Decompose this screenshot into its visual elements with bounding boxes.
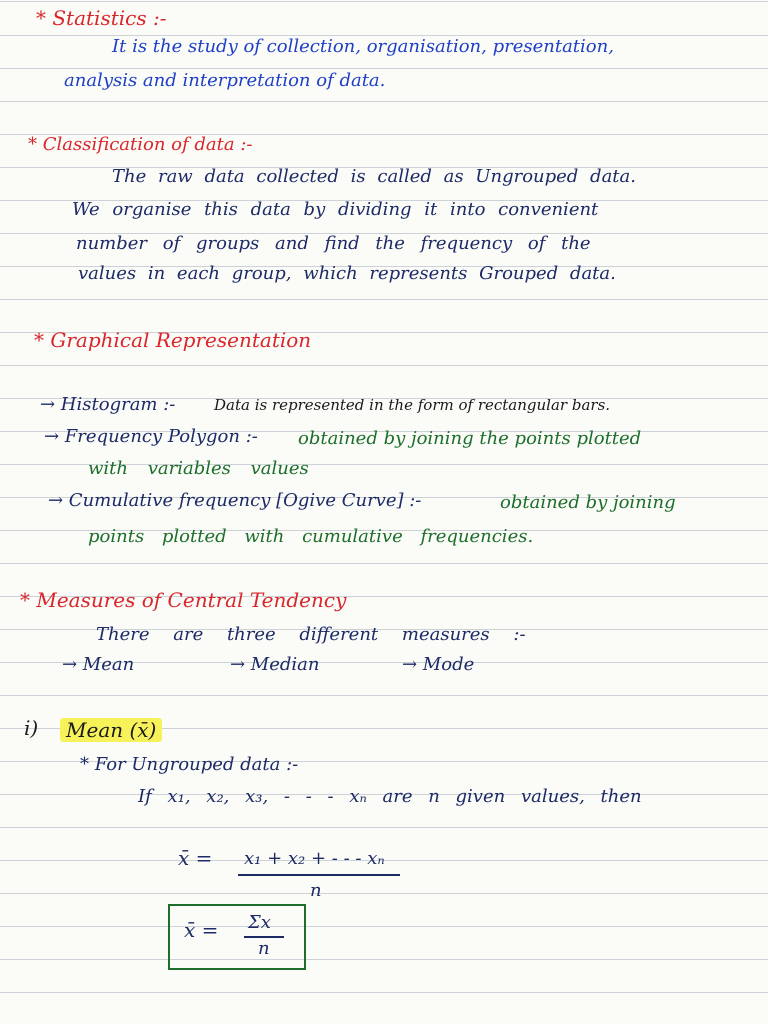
classification-line-1: The raw data collected is called as Ungrouped data. xyxy=(112,166,636,187)
mean-equation-numerator: x₁ + x₂ + - - - xₙ xyxy=(244,848,385,869)
histogram-term: → Histogram :- xyxy=(40,394,176,415)
mean-if-line: If x₁, x₂, x₃, - - - xₙ are n given values, then xyxy=(138,786,642,807)
statistics-heading: * Statistics :- xyxy=(36,6,167,30)
histogram-definition: Data is represented in the form of rectangular bars. xyxy=(214,396,611,414)
ungrouped-subheading: * For Ungrouped data :- xyxy=(80,754,299,775)
graphical-heading: * Graphical Representation xyxy=(34,328,312,352)
measure-median: → Median xyxy=(230,654,320,675)
mean-box-lhs: x̄ = xyxy=(184,918,219,942)
measure-mode: → Mode xyxy=(402,654,475,675)
mean-equation-denominator: n xyxy=(310,880,322,901)
ogive-definition-2: points plotted with cumulative frequencies. xyxy=(88,526,534,547)
mean-equation-fraction-bar xyxy=(238,874,400,876)
ogive-term: → Cumulative frequency [Ogive Curve] :- xyxy=(48,490,422,511)
mean-section-number: i) xyxy=(24,716,39,740)
statistics-definition-line-2: analysis and interpretation of data. xyxy=(64,70,386,91)
central-tendency-heading: * Measures of Central Tendency xyxy=(20,588,347,612)
mean-box-denominator: n xyxy=(258,938,270,959)
measure-mean: → Mean xyxy=(62,654,135,675)
central-tendency-intro: There are three different measures :- xyxy=(96,624,526,645)
classification-line-3: number of groups and find the frequency of the xyxy=(76,233,591,254)
mean-equation-lhs: x̄ = xyxy=(178,846,213,870)
ogive-definition: obtained by joining xyxy=(500,492,676,513)
classification-line-4: values in each group, which represents Grouped data. xyxy=(78,263,616,284)
frequency-polygon-definition: obtained by joining the points plotted xyxy=(298,428,642,449)
frequency-polygon-term: → Frequency Polygon :- xyxy=(44,426,258,447)
classification-heading: * Classification of data :- xyxy=(28,134,253,155)
classification-line-2: We organise this data by dividing it into convenient xyxy=(72,199,599,220)
mean-section-title: Mean (x̄) xyxy=(60,718,162,742)
frequency-polygon-definition-2: with variables values xyxy=(88,458,309,479)
statistics-definition-line-1: It is the study of collection, organisation, presentation, xyxy=(112,36,614,57)
mean-box-numerator: Σx xyxy=(248,912,271,933)
